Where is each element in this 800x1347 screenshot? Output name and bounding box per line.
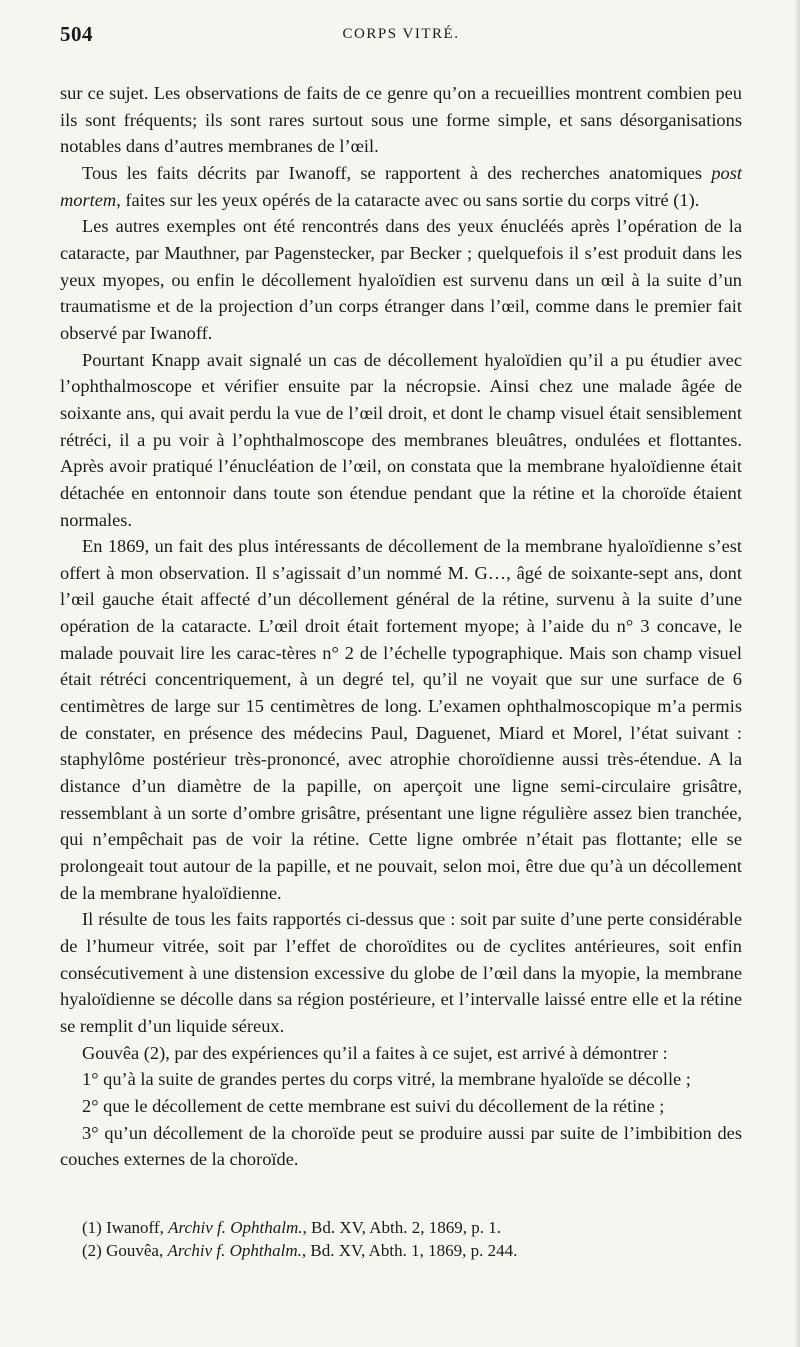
page-edge-shadow (794, 0, 800, 1347)
paragraph-observation-1869: En 1869, un fait des plus intéressants de décollement de la membrane hyaloïdienne s’est offert à mon observation. Il s’agissait d’un nommé M. G…, âgé de soixante-sept ans, dont l’œil gauche était affecté d’un décollement général de la rétine, survenu à la suite d’une opération de la cataracte. L’œil droit était fortement myope; à l’aide du n° 3 concave, le malade pouvait lire les carac-tères n° 2 de l’échelle typographique. Mais son champ visuel était rétréci concentriquement, à un degré tel, qu’il ne voyait que sur une surface de 6 centimètres de large sur 15 centimètres de long. L’examen ophthalmoscopique m’a permis de constater, en présence des médecins Paul, Daguenet, Miard et Morel, l’état suivant : staphylôme postérieur très-prononcé, avec atrophie choroïdienne aussi très-étendue. A la distance d’un diamètre de la papille, on aperçoit une ligne semi-circulaire grisâtre, ressemblant à un sorte d’ombre grisâtre, présentant une ligne régulière assez bien tranchée, qui n’empêchait pas de voir la rétine. Cette ligne ombrée n’était pas flottante; elle se prolongeait tout autour de la papille, et ne pouvait, selon moi, être due qu’à un décollement de la membrane hyaloïdienne. (60, 536, 742, 903)
page-header (60, 22, 742, 52)
footnote-text: (2) Gouvêa, (82, 1241, 168, 1260)
running-head: CORPS VITRÉ. (342, 26, 460, 42)
paragraph-text: Tous les faits décrits par Iwanoff, se rapportent à des recherches anatomiques (82, 162, 712, 183)
body-text (60, 80, 742, 1173)
paragraph-conclusion: Il résulte de tous les faits rapportés ci-dessus que : soit par suite d’une perte considérable de l’humeur vitrée, soit par l’effet de choroïdites ou de cyclites antérieures, soit enfin consécutivement à une distension excessive du globe de l’œil dans la myopie, la membrane hyaloïdienne se décolle dans sa région postérieure, et l’intervalle laissé entre elle et la rétine se remplit d’un liquide séreux. (60, 909, 742, 1036)
paragraph-other-examples: Les autres exemples ont été rencontrés dans des yeux énucléés après l’opération de la cataracte, par Mauthner, par Pagenstecker, par Becker ; quelquefois il s’est produit dans les yeux myopes, ou enfin le décollement hyaloïdien est survenu dans un œil à la suite d’un traumatisme et de la projection d’un corps étranger dans l’œil, comme dans le premier fait observé par Iwanoff. (60, 216, 742, 343)
paragraph-iwanoff (60, 160, 742, 213)
paragraph-knapp: Pourtant Knapp avait signalé un cas de décollement hyaloïdien qu’il a pu étudier avec l’ophthalmoscope et vérifier ensuite par la nécropsie. Ainsi chez une malade âgée de soixante ans, qui avait perdu la vue de l’œil droit, et dont le champ visuel était sensiblement rétréci, il a pu voir à l’ophthalmoscope des membranes bleuâtres, ondulées et flottantes. Après avoir pratiqué l’énucléation de l’œil, on constata que la membrane hyaloïdienne était détachée en entonnoir dans toute son étendue pendant que la rétine et la choroïde étaient normales. (60, 349, 742, 530)
page-number: 504 (60, 22, 93, 46)
footnote-journal: Archiv f. Ophthalm. (167, 1241, 302, 1260)
footnote-1 (82, 1216, 742, 1239)
list-item-2: 2° que le décollement de cette membrane est suivi du décollement de la rétine ; (82, 1095, 665, 1116)
paragraph-gouvea: Gouvêa (2), par des expériences qu’il a faites à ce sujet, est arrivé à démontrer : (82, 1042, 668, 1063)
footnote-text: , Bd. XV, Abth. 1, 1869, p. 244. (301, 1241, 518, 1260)
paragraph-continuation: sur ce sujet. Les observations de faits de ce genre qu’on a recueillies montrent combien peu ils sont fréquents; ils sont rares surtout sous une forme simple, et sans désorganisations notables dans d’autres membranes de l’œil. (60, 83, 742, 157)
list-item-3: 3° qu’un décollement de la choroïde peut se produire aussi par suite de l’imbibition des couches externes de la choroïde. (60, 1122, 742, 1170)
paragraph-text: , faites sur les yeux opérés de la cataracte avec ou sans sortie du corps vitré (1). (116, 189, 700, 210)
footnote-journal: Archiv f. Ophthalm. (168, 1218, 303, 1237)
footnote-2 (82, 1239, 742, 1262)
footnotes (82, 1216, 742, 1262)
list-item-1: 1° qu’à la suite de grandes pertes du corps vitré, la membrane hyaloïde se décolle ; (82, 1069, 691, 1090)
footnote-text: , Bd. XV, Abth. 2, 1869, p. 1. (302, 1218, 501, 1237)
footnote-text: (1) Iwanoff, (82, 1218, 169, 1237)
italic-term: post mortem (60, 162, 742, 210)
